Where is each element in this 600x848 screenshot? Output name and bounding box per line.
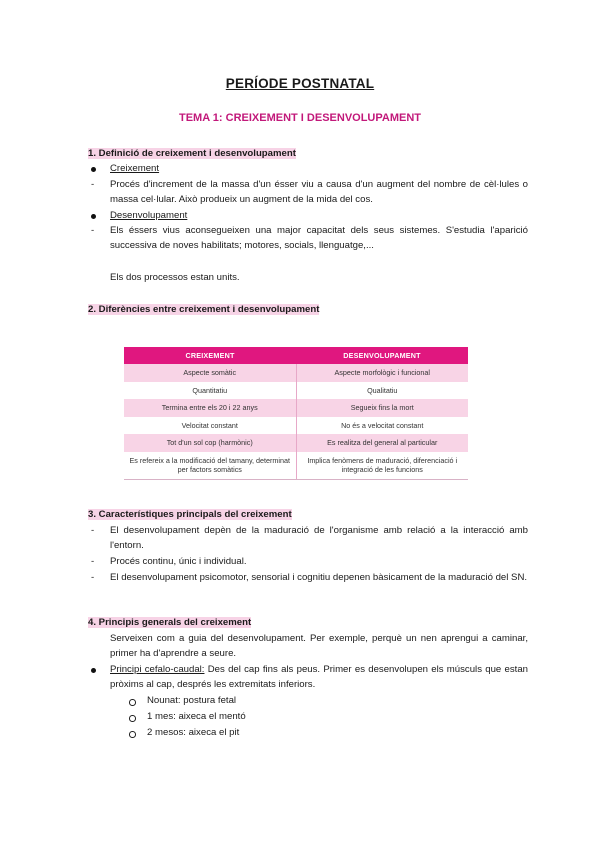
topic-title: TEMA 1: CREIXEMENT I DESENVOLUPAMENT bbox=[178, 112, 422, 124]
table-cell: Quantitatiu bbox=[124, 382, 296, 400]
table-row bbox=[124, 364, 468, 382]
characteristic-item: Procés continu, únic i individual. bbox=[110, 556, 247, 567]
table-cell: Aspecte somàtic bbox=[124, 364, 296, 382]
table-row bbox=[124, 399, 468, 417]
table-cell: Termina entre els 20 i 22 anys bbox=[124, 399, 296, 417]
section-1-heading-text: 1. Definició de creixement i desenvolupament bbox=[88, 148, 296, 159]
characteristic-item: El desenvolupament psicomotor, sensorial i cognitiu depenen bàsicament de la maduració del SN. bbox=[110, 572, 528, 583]
table-cell: Es refereix a la modificació del tamany, determinat per factors somàtics bbox=[124, 452, 296, 480]
table-cell: Segueix fins la mort bbox=[296, 399, 468, 417]
col-header-creixement: CREIXEMENT bbox=[124, 347, 296, 364]
section-4-heading bbox=[88, 615, 251, 630]
dash-marker: - bbox=[91, 572, 95, 583]
section-1-heading bbox=[88, 146, 296, 161]
note-text: Els dos processos estan units. bbox=[110, 272, 240, 283]
milestone-item: 2 mesos: aixeca el pit bbox=[147, 727, 240, 738]
bullet-dot bbox=[91, 167, 96, 172]
table-cell: Implica fenòmens de maduració, diferenciació i integració de les funcions bbox=[296, 452, 468, 480]
table-cell: Aspecte morfològic i funcional bbox=[296, 364, 468, 382]
circle-bullet bbox=[129, 699, 136, 706]
section-3-heading-text: 3. Característiques principals del creixement bbox=[88, 509, 292, 520]
principles-intro: Serveixen com a guia del desenvolupament. Per exemple, perquè un nen aprengui a caminar, primer ha d'aprendre a seure. bbox=[110, 633, 528, 659]
principle-label: Principi cefalo-caudal: bbox=[110, 664, 205, 675]
table-cell: Tot d'un sol cop (harmònic) bbox=[124, 434, 296, 452]
dash-marker: - bbox=[91, 556, 95, 567]
milestone-item: Nounat: postura fetal bbox=[147, 695, 237, 706]
section-2-heading-text: 2. Diferències entre creixement i desenvolupament bbox=[88, 304, 320, 315]
dash-marker: - bbox=[91, 179, 95, 190]
bullet-dot bbox=[91, 668, 96, 673]
circle-bullet bbox=[129, 731, 136, 738]
principle-cefalo-caudal bbox=[110, 662, 528, 692]
principle-text: Des del cap fins als peus. Primer es desenvolupen els músculs que estan pròxims al cap, després les extremitats inferiors. bbox=[110, 664, 528, 690]
term-desenvolupament: Desenvolupament bbox=[110, 210, 188, 221]
term-creixement: Creixement bbox=[110, 163, 160, 174]
table-row bbox=[124, 417, 468, 435]
table-cell: Qualitatiu bbox=[296, 382, 468, 400]
dash-marker: - bbox=[91, 225, 95, 236]
def-creixement: Procés d'increment de la massa d'un ésser viu a causa d'un augment del nombre de cèl·lules o massa cel·lular. Això produeix un augment de la mida del cos. bbox=[110, 179, 528, 205]
table-cell: No és a velocitat constant bbox=[296, 417, 468, 435]
table-cell: Es realitza del general al particular bbox=[296, 434, 468, 452]
comparison-table bbox=[124, 347, 468, 480]
table-cell: Velocitat constant bbox=[124, 417, 296, 435]
table-row bbox=[124, 452, 468, 480]
section-4-heading-text: 4. Principis generals del creixement bbox=[88, 617, 252, 628]
characteristic-item: El desenvolupament depèn de la maduració de l'organisme amb relació a la interacció amb l'entorn. bbox=[110, 525, 528, 551]
col-header-desenvolupament: DESENVOLUPAMENT bbox=[296, 347, 468, 364]
milestone-item: 1 mes: aixeca el mentó bbox=[147, 711, 246, 722]
def-desenvolupament: Els éssers vius aconsegueixen una major capacitat dels seus sistemes. S'estudia l'aparició successiva de noves habilitats; motores, socials, llenguatge,... bbox=[110, 225, 528, 251]
section-2-heading bbox=[88, 302, 319, 317]
table-row bbox=[124, 434, 468, 452]
dash-marker: - bbox=[91, 525, 95, 536]
circle-bullet bbox=[129, 715, 136, 722]
section-3-heading bbox=[88, 507, 292, 522]
bullet-dot bbox=[91, 214, 96, 219]
table-row bbox=[124, 382, 468, 400]
page-title: PERÍODE POSTNATAL bbox=[225, 76, 375, 91]
